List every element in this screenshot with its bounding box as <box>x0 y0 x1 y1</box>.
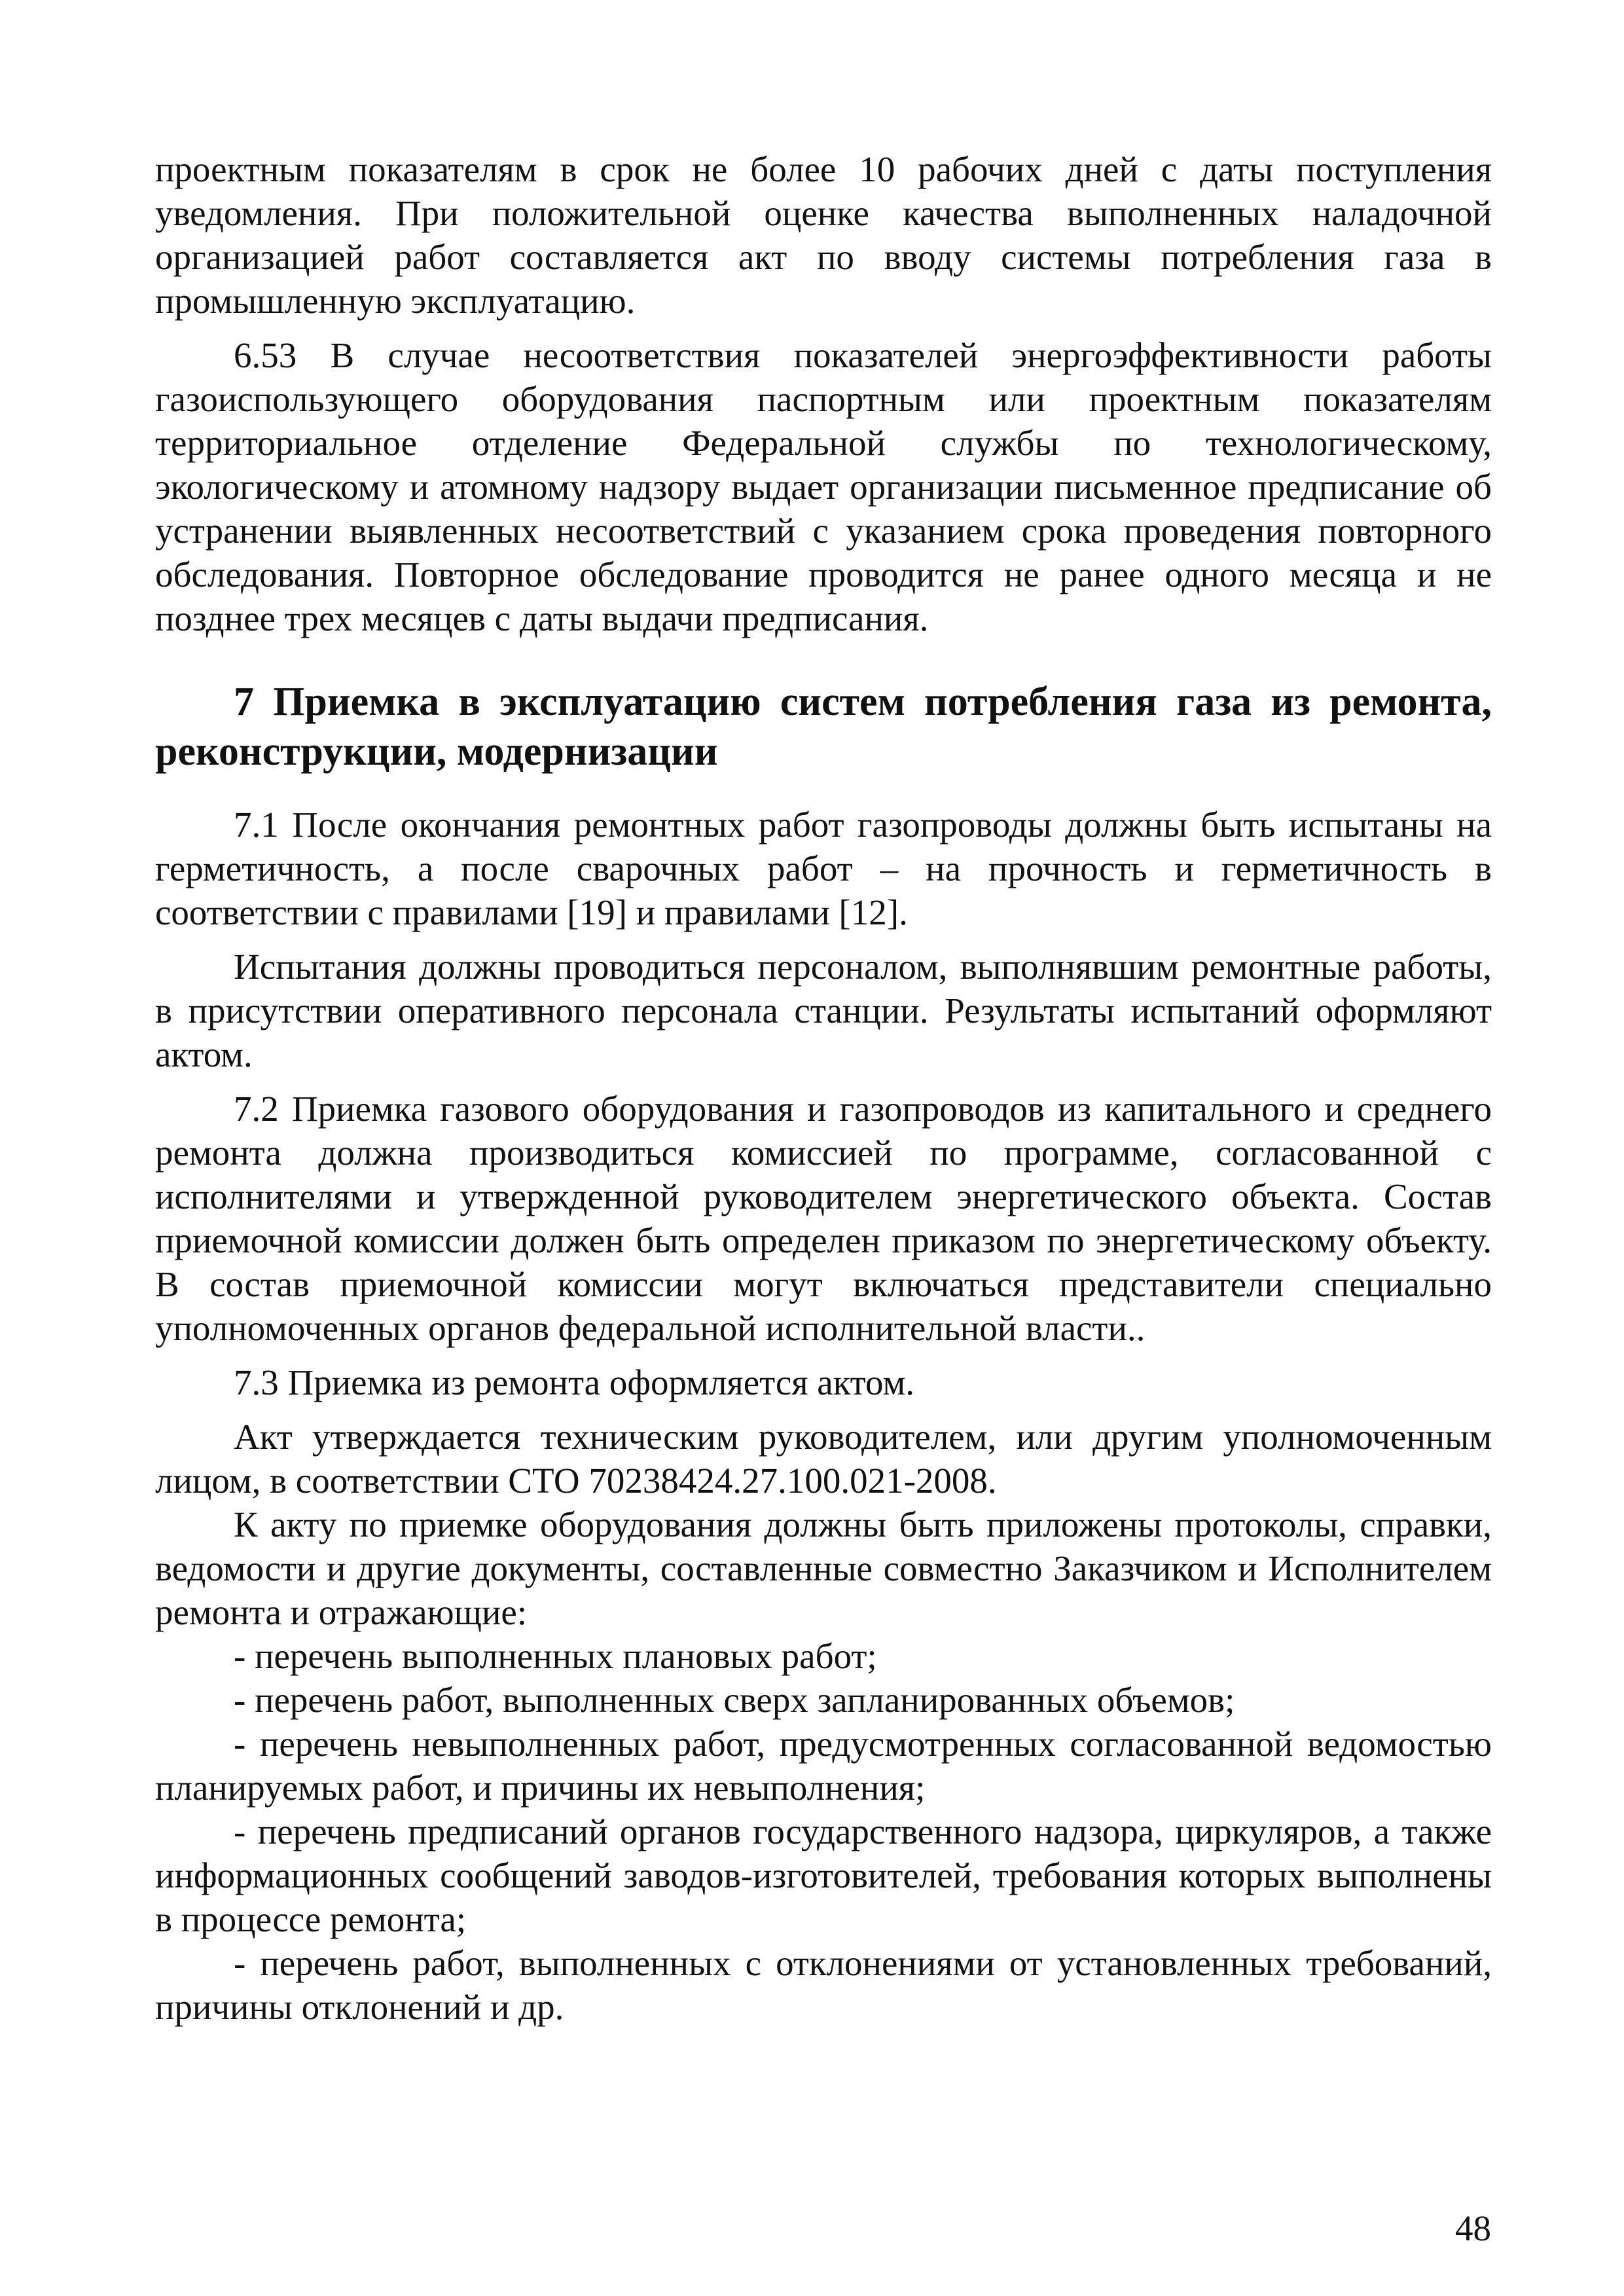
paragraph-intro-continuation: проектным показателям в срок не более 10 рабочих дней с даты поступления уведомления. При положительной оценке качества выполненных наладочной организацией работ составляется акт по вводу системы потребления газа в промышленную эксплуатацию. <box>155 149 1492 321</box>
document-body <box>155 147 1492 2029</box>
list-item: - перечень невыполненных работ, предусмотренных согласованной ведомостью планируемых работ, и причины их невыполнения; <box>155 1724 1492 1808</box>
section-7-heading: 7 Приемка в эксплуатацию систем потребления газа из ремонта, реконструкции, модернизации <box>155 680 1492 774</box>
paragraph-tests: Испытания должны проводиться персоналом, выполнявшим ремонтные работы, в присутствии оперативного персонала станции. Результаты испытаний оформляют актом. <box>155 947 1492 1074</box>
paragraph-7-2: 7.2 Приемка газового оборудования и газопроводов из капитального и среднего ремонта должна производиться комиссией по программе, согласованной с исполнителями и утвержденной руководителем энергетического объекта. Состав приемочной комиссии должен быть определен приказом по энергетическому объекту. В состав приемочной комиссии могут включаться представители специально уполномоченных органов федеральной исполнительной власти.. <box>155 1089 1492 1348</box>
list-item: - перечень выполненных плановых работ; <box>234 1636 877 1676</box>
list-item: - перечень предписаний органов государственного надзора, циркуляров, а также информационных сообщений заводов-изготовителей, требования которых выполнены в процессе ремонта; <box>155 1812 1492 1939</box>
paragraph-6-53: 6.53 В случае несоответствия показателей энергоэффективности работы газоиспользующего оборудования паспортным или проектным показателям территориальное отделение Федеральной службы по технологическому, экологическому и атомному надзору выдает организации письменное предписание об устранении выявленных несоответствий с указанием срока проведения повторного обследования. Повторное обследование проводится не ранее одного месяца и не позднее трех месяцев с даты выдачи предписания. <box>155 335 1492 638</box>
attachments-list <box>155 1634 1492 2029</box>
paragraph-7-1: 7.1 После окончания ремонтных работ газопроводы должны быть испытаны на герметичность, а после сварочных работ – на прочность и герметичность в соответствии с правилами [19] и правилами [12]. <box>155 805 1492 932</box>
page-number: 48 <box>1455 2208 1491 2248</box>
list-item: - перечень работ, выполненных с отклонениями от установленных требований, причины отклонений и др. <box>155 1943 1492 2027</box>
paragraph-act-approval: Акт утверждается техническим руководителем, или другим уполномоченным лицом, в соответствии СТО 70238424.27.100.021-2008. <box>155 1417 1492 1501</box>
paragraph-act-attachments: К акту по приемке оборудования должны быть приложены протоколы, справки, ведомости и другие документы, составленные совместно Заказчиком и Исполнителем ремонта и отражающие: <box>155 1504 1492 1632</box>
paragraph-7-3: 7.3 Приемка из ремонта оформляется актом. <box>234 1362 915 1402</box>
list-item: - перечень работ, выполненных сверх запланированных объемов; <box>234 1680 1235 1720</box>
